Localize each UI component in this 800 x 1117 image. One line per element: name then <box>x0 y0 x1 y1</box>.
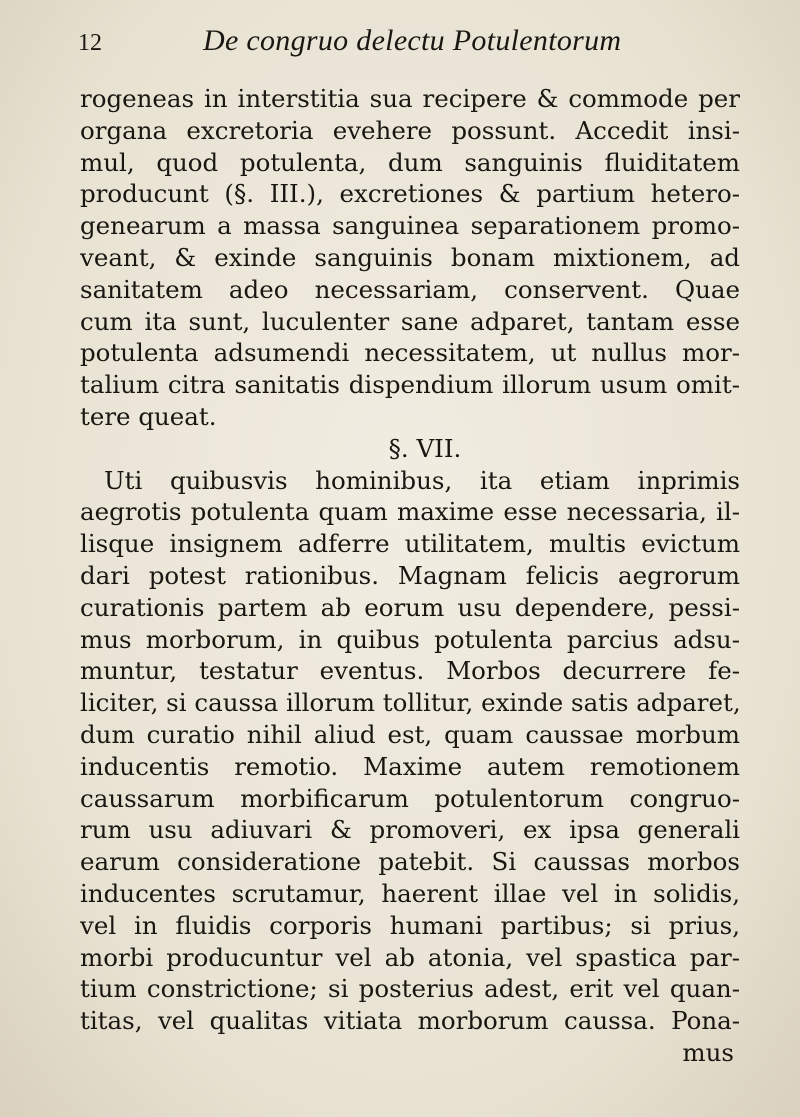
text-line: curationis partem ab eorum usu dependere, pessi- <box>80 592 740 622</box>
text-line: cum ita sunt, luculenter sane adparet, tantam esse <box>80 306 740 336</box>
text-line: potulenta adsumendi necessitatem, ut nullus mor- <box>80 338 740 368</box>
text-line: rum usu adiuvari & promoveri, ex ipsa generali <box>80 815 740 845</box>
text-line: rogeneas in interstitia sua recipere & commode per <box>80 84 740 113</box>
catchword: mus <box>682 1037 734 1067</box>
text-line: dum curatio nihil aliud est, quam caussae morbum <box>80 719 740 749</box>
text-line: liciter, si caussa illorum tollitur, exinde satis adparet, <box>80 688 741 718</box>
text-line: vel in fluidis corporis humani partibus; si prius, <box>80 910 740 940</box>
text-line: producunt (§. III.), excretiones & partium hetero- <box>80 179 740 209</box>
text-line: inducentes scrutamur, haerent illae vel in solidis, <box>80 878 740 908</box>
text-line: titas, vel qualitas vitiata morborum caussa. Pona- <box>80 1006 740 1036</box>
text-line: mus morborum, in quibus potulenta parcius adsu- <box>80 624 740 654</box>
text-line: morbi producuntur vel ab atonia, vel spastica par- <box>80 942 740 972</box>
running-title: De congruo delectu Potulentorum <box>203 24 622 57</box>
text-line: caussarum morbificarum potulentorum congruo- <box>80 783 740 813</box>
text-line: mul, quod potulenta, dum sanguinis fluiditatem <box>80 147 740 177</box>
text-line: Uti quibusvis hominibus, ita etiam inprimis <box>104 465 740 495</box>
text-line: dari potest rationibus. Magnam felicis aegrorum <box>80 560 740 590</box>
text-line: genearum a massa sanguinea separationem promo- <box>80 211 740 241</box>
text-line: muntur, testatur eventus. Morbos decurrere fe- <box>80 656 740 686</box>
text-line: lisque insignem adferre utilitatem, multis evictum <box>80 529 740 559</box>
text-line: earum consideratione patebit. Si caussas morbos <box>80 847 740 877</box>
text-line: inducentis remotio. Maxime autem remotionem <box>80 751 740 781</box>
text-line: organa excretoria evehere possunt. Accedit insi- <box>80 115 740 145</box>
text-line: aegrotis potulenta quam maxime esse necessaria, il- <box>80 497 740 527</box>
text-line: veant, & exinde sanguinis bonam mixtionem, ad <box>80 242 740 272</box>
text-line: sanitatem adeo necessariam, conservent. Quae <box>80 274 740 304</box>
text-line: tere queat. <box>80 401 217 431</box>
section-heading: §. VII. <box>388 433 462 463</box>
page-header <box>78 22 728 64</box>
text-line: talium citra sanitatis dispendium illorum usum omit- <box>80 370 740 400</box>
page-number: 12 <box>78 30 102 56</box>
body-text <box>80 83 740 1069</box>
text-line: tium constrictione; si posterius adest, erit vel quan- <box>80 974 740 1004</box>
